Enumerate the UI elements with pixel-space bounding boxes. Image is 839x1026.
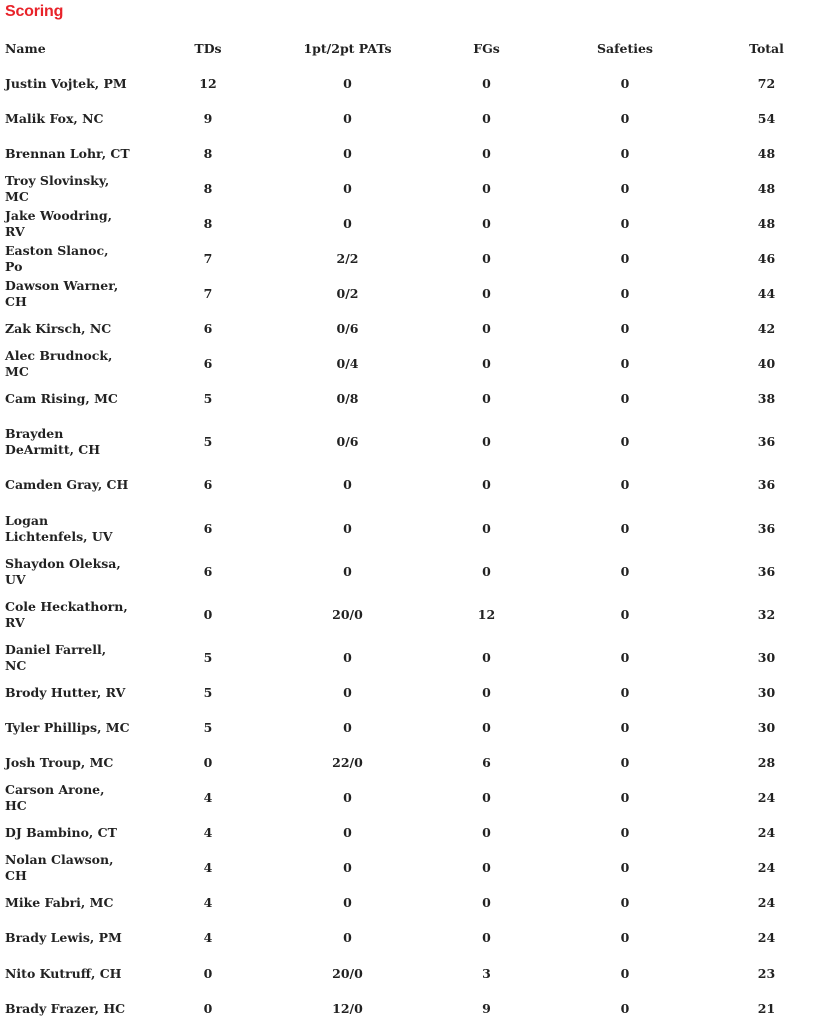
player-pats: 0 [343, 684, 352, 700]
player-name: Mike Fabri, MC [5, 895, 114, 911]
player-name: Brennan Lohr, CT [5, 145, 130, 161]
player-name: Tyler Phillips, MC [5, 719, 130, 735]
player-fgs: 12 [477, 606, 496, 622]
player-total: 36 [757, 477, 776, 493]
column-header-total[interactable]: Total [749, 40, 784, 56]
table-row [0, 277, 839, 312]
player-name: Justin Vojtek, PM [5, 75, 127, 91]
column-header-fgs[interactable]: FGs [473, 40, 500, 56]
player-pats: 0 [343, 649, 352, 665]
table-row [0, 468, 839, 503]
player-safeties: 0 [620, 145, 630, 161]
table-row [0, 101, 839, 136]
player-tds: 8 [203, 180, 213, 196]
player-safeties: 0 [620, 321, 630, 337]
player-fgs: 0 [482, 649, 491, 665]
player-name: Troy Slovinsky, MC [5, 172, 110, 204]
table-row [0, 417, 839, 468]
player-safeties: 0 [620, 180, 630, 196]
player-pats: 0 [343, 180, 352, 196]
player-name: Easton Slanoc, Po [5, 243, 109, 275]
player-safeties: 0 [620, 251, 630, 267]
player-fgs: 0 [482, 391, 491, 407]
player-fgs: 0 [482, 563, 491, 579]
player-pats: 0/6 [336, 321, 359, 337]
player-total: 48 [757, 145, 776, 161]
player-tds: 0 [203, 606, 213, 622]
player-safeties: 0 [620, 75, 630, 91]
table-row [0, 886, 839, 921]
table-row [0, 554, 839, 589]
player-total: 30 [757, 684, 776, 700]
table-row [0, 745, 839, 780]
player-name: Brady Frazer, HC [5, 1000, 126, 1016]
player-tds: 4 [203, 930, 213, 946]
player-total: 30 [757, 719, 776, 735]
table-row [0, 206, 839, 241]
table-row [0, 956, 839, 991]
player-pats: 0/8 [336, 391, 359, 407]
player-tds: 0 [203, 1000, 213, 1016]
player-total: 46 [757, 251, 776, 267]
player-safeties: 0 [620, 754, 630, 770]
player-fgs: 0 [482, 930, 491, 946]
table-row [0, 710, 839, 745]
player-fgs: 0 [482, 434, 491, 450]
player-tds: 6 [203, 477, 213, 493]
player-name: Nito Kutruff, CH [5, 965, 122, 981]
player-safeties: 0 [620, 434, 630, 450]
player-pats: 0 [343, 215, 352, 231]
table-row [0, 675, 839, 710]
player-pats: 0 [343, 477, 352, 493]
player-fgs: 0 [482, 719, 491, 735]
player-tds: 7 [203, 286, 213, 302]
player-name: Alec Brudnock, MC [5, 348, 113, 380]
player-fgs: 0 [482, 286, 491, 302]
player-safeties: 0 [620, 606, 630, 622]
player-fgs: 0 [482, 251, 491, 267]
player-tds: 0 [203, 754, 213, 770]
player-name: Zak Kirsch, NC [5, 321, 112, 337]
player-fgs: 0 [482, 75, 491, 91]
player-fgs: 0 [482, 790, 491, 806]
player-fgs: 0 [482, 110, 491, 126]
player-pats: 20/0 [332, 965, 363, 981]
player-tds: 6 [203, 563, 213, 579]
column-header-safeties[interactable]: Safeties [597, 40, 653, 56]
player-pats: 0 [343, 110, 352, 126]
player-name: Cole Heckathorn, RV [5, 598, 128, 630]
player-name: DJ Bambino, CT [5, 825, 117, 841]
player-safeties: 0 [620, 684, 630, 700]
player-tds: 4 [203, 825, 213, 841]
table-row [0, 347, 839, 382]
player-total: 36 [757, 434, 776, 450]
table-row [0, 781, 839, 816]
player-safeties: 0 [620, 215, 630, 231]
player-name: Logan Lichtenfels, UV [5, 512, 113, 544]
player-tds: 0 [203, 965, 213, 981]
player-safeties: 0 [620, 563, 630, 579]
player-fgs: 0 [482, 477, 491, 493]
table-row [0, 66, 839, 101]
table-header-row [0, 31, 839, 66]
player-safeties: 0 [620, 965, 630, 981]
player-safeties: 0 [620, 110, 630, 126]
column-header-name[interactable]: Name [5, 40, 46, 56]
player-tds: 5 [203, 391, 213, 407]
player-safeties: 0 [620, 860, 630, 876]
player-pats: 2/2 [336, 251, 359, 267]
player-pats: 0 [343, 930, 352, 946]
player-total: 24 [757, 860, 776, 876]
table-row [0, 382, 839, 417]
player-total: 48 [757, 180, 776, 196]
table-row [0, 640, 839, 675]
player-total: 24 [757, 790, 776, 806]
table-body [0, 66, 839, 1026]
player-pats: 0 [343, 145, 352, 161]
player-pats: 0 [343, 895, 352, 911]
player-fgs: 0 [482, 860, 491, 876]
player-fgs: 0 [482, 356, 491, 372]
player-safeties: 0 [620, 790, 630, 806]
player-fgs: 0 [482, 180, 491, 196]
table-row [0, 136, 839, 171]
player-name: Brady Lewis, PM [5, 930, 122, 946]
player-tds: 4 [203, 790, 213, 806]
player-safeties: 0 [620, 477, 630, 493]
table-row [0, 851, 839, 886]
player-total: 24 [757, 930, 776, 946]
player-name: Josh Troup, MC [5, 754, 114, 770]
player-name: Cam Rising, MC [5, 391, 118, 407]
player-safeties: 0 [620, 719, 630, 735]
scoring-table [0, 31, 839, 1026]
table-row [0, 589, 839, 640]
player-total: 23 [757, 965, 776, 981]
player-tds: 4 [203, 860, 213, 876]
player-fgs: 0 [482, 895, 491, 911]
player-name: Brayden DeArmitt, CH [5, 426, 101, 458]
player-name: Jake Woodring, RV [5, 207, 112, 239]
column-header-tds[interactable]: TDs [194, 40, 222, 56]
player-fgs: 0 [482, 215, 491, 231]
player-fgs: 0 [482, 321, 491, 337]
player-total: 36 [757, 563, 776, 579]
player-safeties: 0 [620, 649, 630, 665]
player-safeties: 0 [620, 286, 630, 302]
player-tds: 5 [203, 684, 213, 700]
player-safeties: 0 [620, 520, 630, 536]
player-safeties: 0 [620, 825, 630, 841]
player-pats: 0/4 [336, 356, 359, 372]
player-name: Shaydon Oleksa, UV [5, 555, 121, 587]
column-header-pats[interactable]: 1pt/2pt PATs [303, 40, 392, 56]
player-tds: 9 [203, 110, 213, 126]
player-total: 72 [757, 75, 776, 91]
player-tds: 7 [203, 251, 213, 267]
player-total: 36 [757, 520, 776, 536]
player-fgs: 0 [482, 145, 491, 161]
player-tds: 5 [203, 719, 213, 735]
table-row [0, 921, 839, 956]
player-fgs: 0 [482, 520, 491, 536]
player-tds: 4 [203, 895, 213, 911]
player-pats: 0 [343, 563, 352, 579]
player-name: Camden Gray, CH [5, 477, 129, 493]
table-row [0, 312, 839, 347]
player-pats: 20/0 [332, 606, 363, 622]
player-name: Malik Fox, NC [5, 110, 104, 126]
player-total: 28 [757, 754, 776, 770]
table-row [0, 503, 839, 554]
player-safeties: 0 [620, 895, 630, 911]
player-pats: 0 [343, 520, 352, 536]
player-tds: 12 [199, 75, 217, 91]
player-total: 54 [757, 110, 776, 126]
player-total: 42 [757, 321, 776, 337]
player-pats: 0 [343, 860, 352, 876]
player-name: Brody Hutter, RV [5, 684, 126, 700]
player-name: Nolan Clawson, CH [5, 852, 114, 884]
player-total: 40 [757, 356, 776, 372]
table-row [0, 241, 839, 276]
player-tds: 8 [203, 145, 213, 161]
player-fgs: 3 [482, 965, 491, 981]
player-tds: 6 [203, 321, 213, 337]
player-pats: 12/0 [332, 1000, 363, 1016]
player-fgs: 0 [482, 684, 491, 700]
player-pats: 0/2 [336, 286, 359, 302]
player-total: 24 [757, 895, 776, 911]
player-pats: 0/6 [336, 434, 359, 450]
player-tds: 6 [203, 356, 213, 372]
player-pats: 0 [343, 790, 352, 806]
player-fgs: 0 [482, 825, 491, 841]
table-row [0, 171, 839, 206]
player-safeties: 0 [620, 930, 630, 946]
player-total: 48 [757, 215, 776, 231]
player-safeties: 0 [620, 1000, 630, 1016]
player-name: Daniel Farrell, NC [5, 641, 107, 673]
player-total: 21 [757, 1000, 776, 1016]
player-safeties: 0 [620, 391, 630, 407]
player-fgs: 6 [482, 754, 491, 770]
player-tds: 5 [203, 649, 213, 665]
player-total: 32 [757, 606, 776, 622]
player-total: 44 [757, 286, 776, 302]
player-total: 30 [757, 649, 776, 665]
table-row [0, 991, 839, 1026]
player-tds: 8 [203, 215, 213, 231]
player-total: 38 [757, 391, 776, 407]
player-tds: 5 [203, 434, 213, 450]
table-row [0, 816, 839, 851]
player-tds: 6 [203, 520, 213, 536]
player-safeties: 0 [620, 356, 630, 372]
player-fgs: 9 [482, 1000, 491, 1016]
player-name: Carson Arone, HC [5, 782, 105, 814]
player-pats: 22/0 [332, 754, 363, 770]
player-total: 24 [757, 825, 776, 841]
player-pats: 0 [343, 719, 352, 735]
player-name: Dawson Warner, CH [5, 278, 119, 310]
page-title: Scoring [5, 3, 64, 20]
player-pats: 0 [343, 825, 352, 841]
player-pats: 0 [343, 75, 352, 91]
